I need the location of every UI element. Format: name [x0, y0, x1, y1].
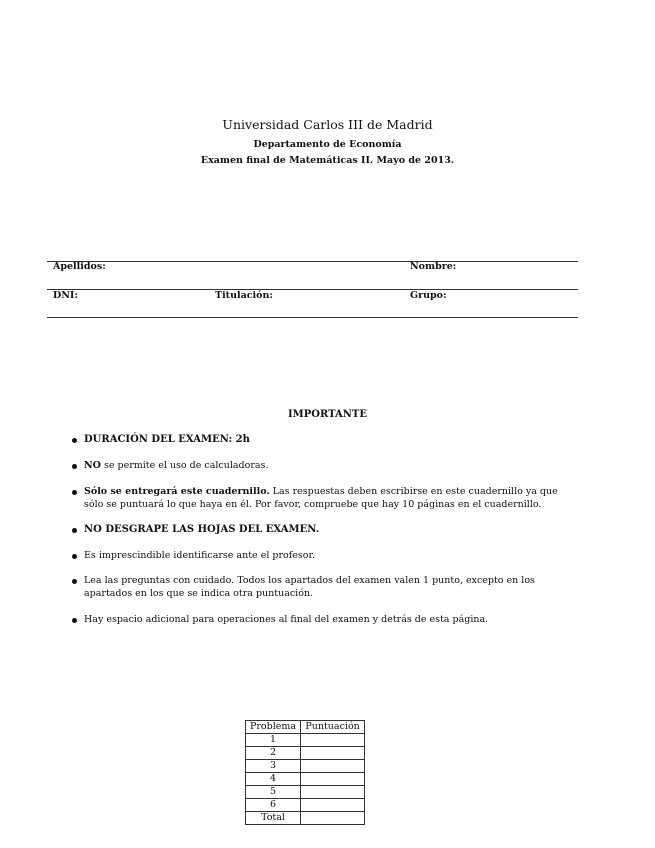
nombre-label: Nombre:: [410, 261, 457, 272]
table-row: [246, 747, 365, 760]
item-text: Lea las preguntas con cuidado. Todos los apartados del examen valen 1 punto, excepto en los apartados en los que se indica otra puntuación.: [84, 575, 535, 599]
total-label: Total: [246, 812, 301, 825]
column-header-puntuacion: Puntuación: [301, 721, 365, 734]
total-score-cell[interactable]: [301, 812, 365, 825]
problem-number: 6: [246, 799, 301, 812]
problem-number: 1: [246, 734, 301, 747]
dni-label: DNI:: [53, 290, 78, 301]
bullet-icon: [72, 579, 77, 584]
table-row: [246, 734, 365, 747]
important-title: IMPORTANTE: [288, 409, 367, 420]
table-row: [246, 760, 365, 773]
score-cell[interactable]: [301, 786, 365, 799]
table-row: [246, 812, 365, 825]
field-rule-bottom: [47, 317, 578, 318]
score-cell[interactable]: [301, 773, 365, 786]
bullet-icon: [72, 528, 77, 533]
titulacion-label: Titulación:: [215, 290, 273, 301]
column-header-problema: Problema: [246, 721, 301, 734]
exam-title: Examen final de Matemáticas II. Mayo de 2013.: [200, 155, 455, 166]
bullet-icon: [72, 438, 77, 443]
problem-number: 5: [246, 786, 301, 799]
item-bold-text: NO DESGRAPE LAS HOJAS DEL EXAMEN.: [84, 524, 320, 535]
problem-number: 4: [246, 773, 301, 786]
bullet-icon: [72, 464, 77, 469]
item-text: se permite el uso de calculadoras.: [100, 460, 269, 471]
score-cell[interactable]: [301, 799, 365, 812]
item-text: Hay espacio adicional para operaciones al final del examen y detrás de esta página.: [84, 614, 489, 625]
problem-number: 3: [246, 760, 301, 773]
field-rule-middle: [47, 289, 578, 290]
score-cell[interactable]: [301, 734, 365, 747]
score-cell[interactable]: [301, 760, 365, 773]
table-row: [246, 773, 365, 786]
bullet-icon: [72, 490, 77, 495]
bullet-icon: [72, 618, 77, 623]
bullet-icon: [72, 554, 77, 559]
table-row: [246, 786, 365, 799]
university-name: Universidad Carlos III de Madrid: [222, 117, 433, 132]
field-rule-top: [47, 261, 578, 262]
item-bold-text: DURACIÓN DEL EXAMEN: 2h: [84, 434, 250, 445]
table-header-row: [246, 721, 365, 734]
item-bold-text: Sólo se entregará este cuadernillo.: [84, 486, 270, 497]
item-text: Es imprescindible identificarse ante el profesor.: [84, 550, 315, 561]
apellidos-label: Apellidos:: [53, 261, 106, 272]
item-bold-text: NO: [84, 460, 101, 471]
problem-number: 2: [246, 747, 301, 760]
department-name: Departamento de Economía: [253, 139, 402, 150]
score-table: [245, 720, 365, 825]
table-row: [246, 799, 365, 812]
item-text: Las respuestas deben escribirse en este cuadernillo ya que sólo se puntuará lo que haya en él. Por favor, compruebe que hay 10 páginas en el cuadernillo.: [84, 486, 558, 510]
grupo-label: Grupo:: [410, 290, 447, 301]
score-cell[interactable]: [301, 747, 365, 760]
